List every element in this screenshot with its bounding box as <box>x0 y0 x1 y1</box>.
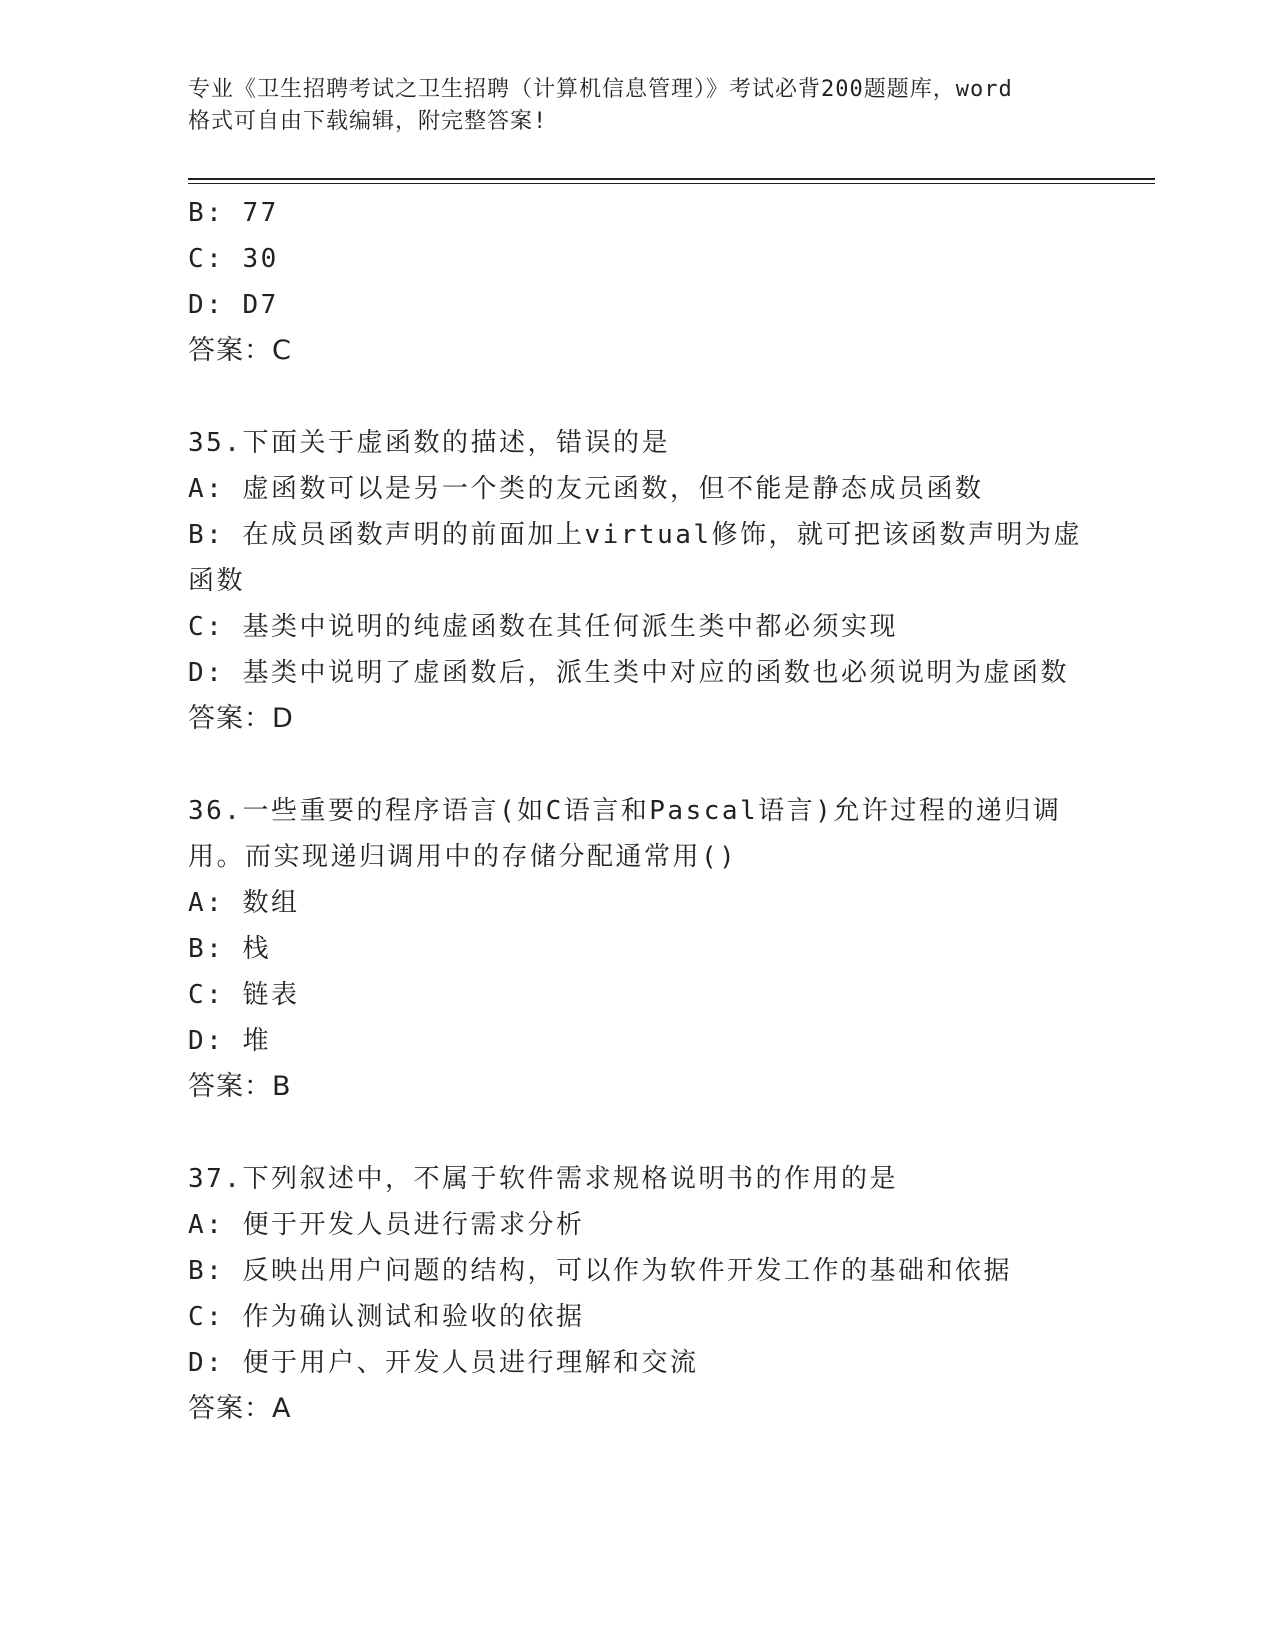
answer-line: 答案：A <box>188 1393 292 1424</box>
option-a: A: 便于开发人员进行需求分析 <box>188 1210 585 1240</box>
question-stem: 37.下列叙述中，不属于软件需求规格说明书的作用的是 <box>188 1164 898 1194</box>
header-divider-thin <box>188 183 1155 184</box>
question-36-block <box>188 788 1088 1110</box>
option-d: D: 堆 <box>188 1026 271 1056</box>
header-line-1: 专业《卫生招聘考试之卫生招聘（计算机信息管理）》考试必背200题题库，word <box>188 77 1013 102</box>
option-b: B: 77 <box>188 198 279 228</box>
option-c: C: 链表 <box>188 980 300 1010</box>
option-a: A: 虚函数可以是另一个类的友元函数，但不能是静态成员函数 <box>188 474 984 504</box>
option-b: B: 在成员函数声明的前面加上virtual修饰，就可把该函数声明为虚 <box>188 520 1083 550</box>
header-divider-thick <box>188 178 1155 180</box>
question-content <box>188 190 1088 1432</box>
option-c: C: 30 <box>188 244 279 274</box>
question-37-block <box>188 1156 1088 1432</box>
option-c: C: 基类中说明的纯虚函数在其任何派生类中都必须实现 <box>188 612 898 642</box>
option-d: D: 便于用户、开发人员进行理解和交流 <box>188 1348 699 1378</box>
option-d: D: 基类中说明了虚函数后，派生类中对应的函数也必须说明为虚函数 <box>188 658 1069 688</box>
question-stem-continued: 用。而实现递归调用中的存储分配通常用() <box>188 842 738 872</box>
answer-line: 答案：D <box>188 703 294 734</box>
option-b: B: 反映出用户问题的结构，可以作为软件开发工作的基础和依据 <box>188 1256 1012 1286</box>
previous-question-block <box>188 190 1088 374</box>
option-d: D: D7 <box>188 290 279 320</box>
option-b-continued: 函数 <box>188 566 246 596</box>
document-header <box>188 74 1088 138</box>
question-35-block <box>188 420 1088 742</box>
question-stem: 35.下面关于虚函数的描述，错误的是 <box>188 428 670 458</box>
option-c: C: 作为确认测试和验收的依据 <box>188 1302 585 1332</box>
spacer <box>188 374 1088 420</box>
question-stem: 36.一些重要的程序语言(如C语言和Pascal语言)允许过程的递归调 <box>188 796 1062 826</box>
answer-line: 答案：C <box>188 335 292 366</box>
header-line-2: 格式可自由下载编辑，附完整答案! <box>188 109 548 134</box>
spacer <box>188 742 1088 788</box>
option-a: A: 数组 <box>188 888 300 918</box>
answer-line: 答案：B <box>188 1071 292 1102</box>
spacer <box>188 1110 1088 1156</box>
option-b: B: 栈 <box>188 934 271 964</box>
